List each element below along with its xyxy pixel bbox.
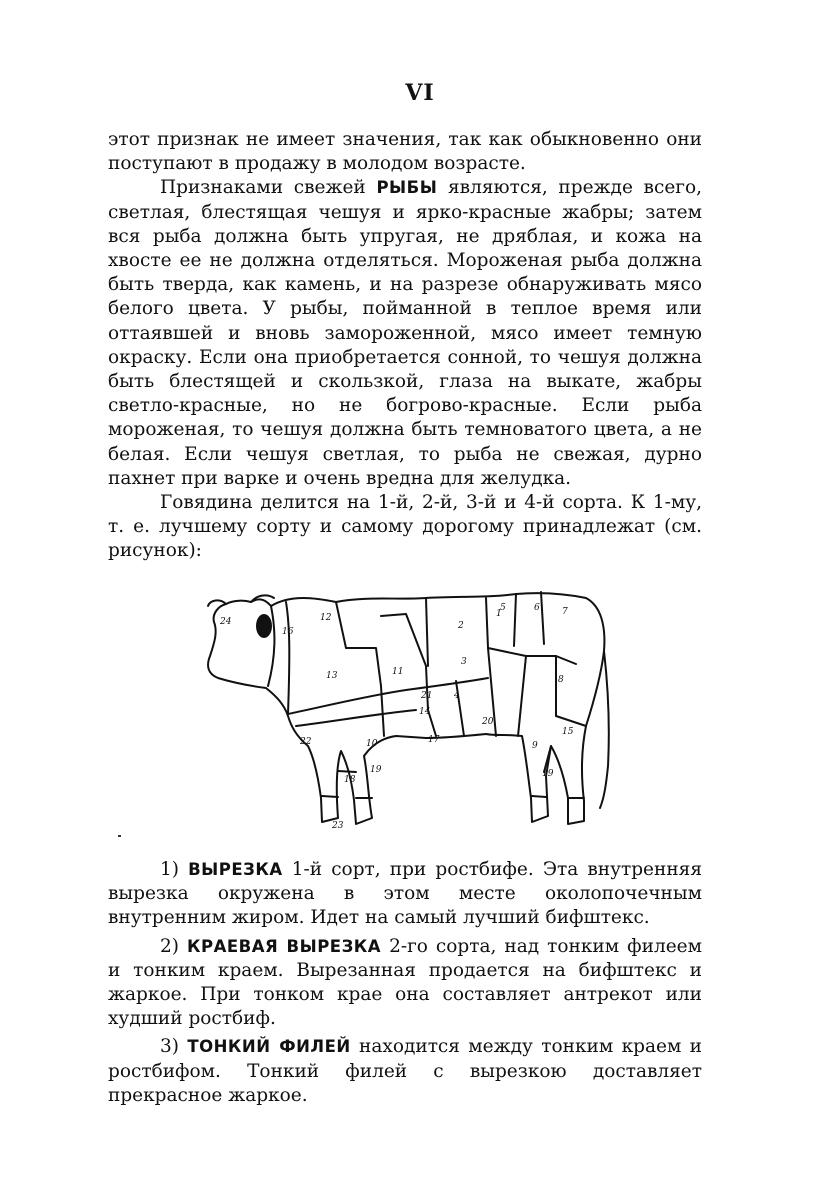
cut-label-3: 3 xyxy=(461,657,467,667)
cut-label-23: 23 xyxy=(332,821,344,831)
cut-number: 3) xyxy=(160,1036,179,1058)
cut-label-2: 2 xyxy=(458,621,464,631)
cut-label-10: 10 xyxy=(366,739,378,749)
cut-label-15: 15 xyxy=(562,727,574,737)
cut-description: 2-го сорта, над тонким филеем и тонким краем. Вырезанная продается на бифштекс и жаркое. При тонком крае она составляет антрекот или худший ростбиф. xyxy=(108,935,702,1030)
cut-label-18: 18 xyxy=(344,775,356,785)
cut-label-19: 19 xyxy=(370,765,382,775)
cut-label-24: 24 xyxy=(220,617,232,627)
cut-label-4: 4 xyxy=(454,691,460,701)
fish-rest: являются, прежде всего, светлая, блестящая чешуя и ярко-красные жабры; затем вся рыба должна быть упругая, не дряблая, и кожа на хвосте ее не должна отделяться. Мороженая рыба должна быть тверда, как камень, и на разрезе обнаруживать мясо белого цвета. У рыбы, пойманной в теплое время или оттаявшей и вновь замороженной, мясо имеет темную окраску. Если она приобретается сонной, то чешуя должна быть блестящей и скользкой, глаза на выкате, жабры светло-красные, но не богрово-красные. Если рыба мороженая, то чешуя должна быть темноватого цвета, а не белая. Если чешуя светлая, то рыба не свежая, дурно пахнет при варке и очень вредна для желудка. xyxy=(108,177,702,489)
cut-label-20: 20 xyxy=(482,717,494,727)
cow-drawing xyxy=(196,586,626,846)
cut-label-9: 9 xyxy=(532,741,538,751)
cut-label-14: 14 xyxy=(419,707,431,717)
page-number: VI xyxy=(405,80,435,106)
cut-number: 2) xyxy=(160,935,179,957)
intro-text xyxy=(108,128,702,564)
cut-name: ВЫРЕЗКА xyxy=(188,860,283,879)
cut-item xyxy=(108,935,702,1032)
cut-description: 1-й сорт, при ростбифе. Эта внутренняя вырезка окружена в этом месте околопочечным внутренним жиром. Идет на самый лучший бифштекс. xyxy=(108,859,702,929)
page-speck xyxy=(118,835,121,837)
paragraph-continuation: этот признак не имеет значения, так как обыкновенно они поступают в продажу в молодом возрасте. xyxy=(108,129,702,175)
cut-item xyxy=(108,1035,702,1108)
cut-label-22: 22 xyxy=(300,737,312,747)
paragraph-fish xyxy=(108,176,702,491)
beef-cuts-diagram xyxy=(196,586,626,846)
cut-label-16: 16 xyxy=(282,627,294,637)
cut-label-1: 1 xyxy=(496,609,502,619)
cut-label-7: 7 xyxy=(562,607,568,617)
cut-description: находится между тонким краем и ростбифом. Тонкий филей с вырезкою доставляет прекрасное жаркое. xyxy=(108,1036,703,1106)
cut-label-8: 8 xyxy=(558,675,564,685)
cut-item xyxy=(108,858,702,931)
cut-label-19b: 19 xyxy=(542,769,554,779)
eye-patch xyxy=(256,614,272,638)
cuts-list xyxy=(108,858,702,1112)
cut-name: КРАЕВАЯ ВЫРЕЗКА xyxy=(187,936,382,956)
fish-prefix: Признаками свежей xyxy=(160,177,366,199)
cut-label-21: 21 xyxy=(421,691,433,701)
cut-label-6: 6 xyxy=(534,603,540,613)
cut-label-12: 12 xyxy=(320,613,332,623)
cut-name: ТОНКИЙ ФИЛЕЙ xyxy=(187,1037,351,1057)
cut-label-5: 5 xyxy=(500,603,506,613)
cut-label-13: 13 xyxy=(326,671,338,681)
fish-keyword: РЫБЫ xyxy=(376,178,438,198)
paragraph-beef: Говядина делится на 1-й, 2-й, 3-й и 4-й сорта. К 1-му, т. е. лучшему сорту и самому дорогому принадлежат (см. рисунок): xyxy=(108,492,702,562)
cut-number: 1) xyxy=(160,859,179,880)
cut-label-17: 17 xyxy=(428,735,440,745)
cut-label-11: 11 xyxy=(392,667,404,677)
